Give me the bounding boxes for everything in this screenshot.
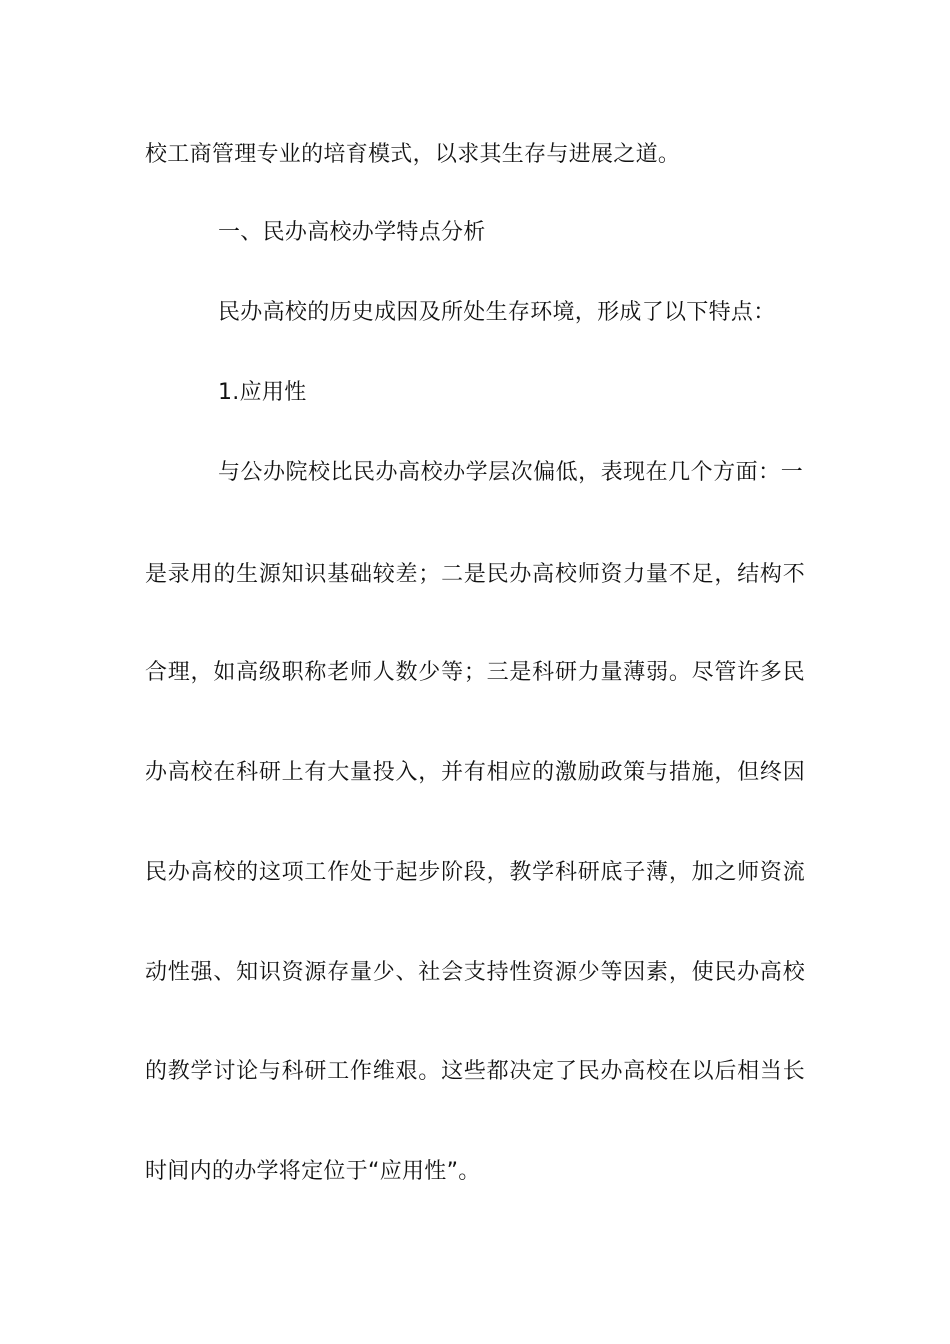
subsection-heading: 1.应用性	[218, 380, 307, 405]
paragraph-line-9: 的教学讨论与科研工作维艰。这些都决定了民办高校在以后相当长	[145, 1059, 805, 1084]
section-heading: 一、民办高校办学特点分析	[218, 220, 486, 245]
paragraph-line-5: 合理，如高级职称老师人数少等；三是科研力量薄弱。尽管许多民	[145, 660, 805, 685]
paragraph-line-1: 校工商管理专业的培育模式，以求其生存与进展之道。	[145, 142, 681, 167]
paragraph-line-2: 民办高校的历史成因及所处生存环境，形成了以下特点：	[218, 300, 776, 325]
paragraph-line-6: 办高校在科研上有大量投入，并有相应的激励政策与措施，但终因	[145, 760, 805, 785]
paragraph-line-8: 动性强、知识资源存量少、社会支持性资源少等因素，使民办高校	[145, 960, 805, 985]
paragraph-line-3: 与公办院校比民办高校办学层次偏低，表现在几个方面：一	[218, 460, 803, 485]
paragraph-line-7: 民办高校的这项工作处于起步阶段，教学科研底子薄，加之师资流	[145, 860, 805, 885]
paragraph-line-10: 时间内的办学将定位于“应用性”。	[145, 1159, 481, 1184]
paragraph-line-4: 是录用的生源知识基础较差；二是民办高校师资力量不足，结构不	[145, 562, 805, 587]
